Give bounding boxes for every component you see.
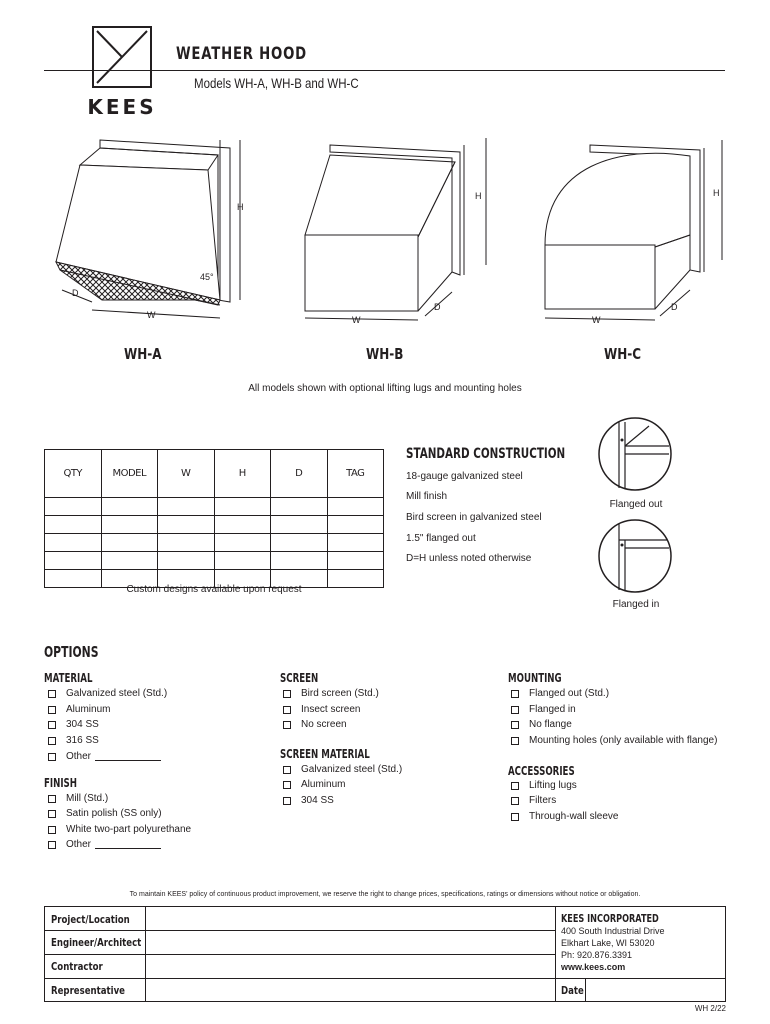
standard-construction-title: STANDARD CONSTRUCTION	[406, 446, 566, 462]
divider	[45, 954, 555, 955]
option-polyurethane[interactable]: White two-part polyurethane	[48, 824, 191, 835]
whb-w-label: W	[352, 315, 361, 325]
wha-h-label: H	[237, 202, 244, 212]
checkbox[interactable]	[283, 797, 291, 805]
checkbox[interactable]	[511, 813, 519, 821]
option-screen-aluminum[interactable]: Aluminum	[283, 779, 345, 790]
flanged-out-detail	[597, 416, 673, 492]
model-label-wha: WH-A	[124, 345, 162, 363]
option-mounting-holes[interactable]: Mounting holes (only available with flange)	[511, 735, 717, 746]
model-label-whc: WH-C	[604, 345, 642, 363]
option-through-wall-sleeve[interactable]: Through-wall sleeve	[511, 811, 619, 822]
models-note: All models shown with optional lifting lugs and mounting holes	[248, 383, 522, 394]
checkbox[interactable]	[48, 753, 56, 761]
option-304-ss[interactable]: 304 SS	[48, 719, 99, 730]
contractor-label: Contractor	[51, 960, 103, 973]
whc-drawing	[545, 140, 722, 320]
contractor-field[interactable]	[147, 956, 554, 977]
material-title: MATERIAL	[44, 671, 93, 685]
company-name: KEES INCORPORATED	[561, 912, 659, 925]
accessories-title: ACCESSORIES	[508, 764, 575, 778]
option-aluminum[interactable]: Aluminum	[48, 704, 110, 715]
checkbox[interactable]	[48, 737, 56, 745]
model-drawings	[40, 130, 740, 370]
other-blank[interactable]	[95, 753, 161, 761]
finish-title: FINISH	[44, 776, 78, 790]
custom-designs-note: Custom designs available upon request	[126, 584, 302, 595]
divider	[45, 978, 725, 979]
wha-angle-label: 45°	[200, 272, 214, 282]
option-flanged-in[interactable]: Flanged in	[511, 704, 576, 715]
col-w: W	[158, 450, 215, 498]
other-blank[interactable]	[95, 841, 161, 849]
checkbox[interactable]	[283, 721, 291, 729]
whc-d-label: D	[671, 302, 678, 312]
project-info-box	[44, 906, 726, 1002]
logo-text: KEES	[87, 95, 157, 119]
project-location-field[interactable]	[147, 908, 554, 929]
option-screen-galvanized[interactable]: Galvanized steel (Std.)	[283, 764, 402, 775]
whb-drawing	[305, 138, 486, 320]
wha-drawing	[56, 140, 240, 318]
checkbox[interactable]	[283, 766, 291, 774]
std-item: Bird screen in galvanized steel	[406, 512, 542, 523]
checkbox[interactable]	[511, 721, 519, 729]
checkbox[interactable]	[48, 706, 56, 714]
option-galvanized-steel[interactable]: Galvanized steel (Std.)	[48, 688, 167, 699]
table-row[interactable]	[45, 552, 384, 570]
order-table	[44, 449, 384, 588]
std-item: 18-gauge galvanized steel	[406, 471, 523, 482]
representative-label: Representative	[51, 984, 126, 997]
document-title: WEATHER HOOD	[176, 44, 307, 64]
table-row[interactable]	[45, 534, 384, 552]
col-qty: QTY	[45, 450, 102, 498]
checkbox[interactable]	[511, 797, 519, 805]
checkbox[interactable]	[511, 782, 519, 790]
project-location-label: Project/Location	[51, 913, 130, 926]
whb-h-label: H	[475, 191, 482, 201]
screen-material-title: SCREEN MATERIAL	[280, 747, 370, 761]
option-no-screen[interactable]: No screen	[283, 719, 347, 730]
table-row[interactable]	[45, 498, 384, 516]
checkbox[interactable]	[511, 737, 519, 745]
col-model: MODEL	[101, 450, 158, 498]
checkbox[interactable]	[48, 810, 56, 818]
option-mill[interactable]: Mill (Std.)	[48, 793, 108, 804]
option-insect-screen[interactable]: Insect screen	[283, 704, 360, 715]
checkbox[interactable]	[511, 690, 519, 698]
option-316-ss[interactable]: 316 SS	[48, 735, 99, 746]
flanged-in-detail	[597, 518, 673, 594]
checkbox[interactable]	[283, 706, 291, 714]
table-row[interactable]	[45, 516, 384, 534]
col-tag: TAG	[327, 450, 384, 498]
checkbox[interactable]	[283, 781, 291, 789]
company-address-1: 400 South Industrial Drive	[561, 926, 665, 936]
whb-d-label: D	[434, 302, 441, 312]
model-label-whb: WH-B	[366, 345, 404, 363]
option-flanged-out[interactable]: Flanged out (Std.)	[511, 688, 609, 699]
checkbox[interactable]	[48, 826, 56, 834]
date-label: Date	[561, 984, 584, 997]
checkbox[interactable]	[48, 721, 56, 729]
whc-w-label: W	[592, 315, 601, 325]
flanged-in-label: Flanged in	[612, 599, 660, 610]
option-screen-304-ss[interactable]: 304 SS	[283, 795, 334, 806]
option-lifting-lugs[interactable]: Lifting lugs	[511, 780, 577, 791]
engineer-architect-field[interactable]	[147, 932, 554, 953]
screen-title: SCREEN	[280, 671, 319, 685]
std-item: D=H unless noted otherwise	[406, 553, 532, 564]
std-item: 1.5" flanged out	[406, 533, 476, 544]
divider	[555, 907, 556, 1001]
col-h: H	[214, 450, 271, 498]
checkbox[interactable]	[48, 841, 56, 849]
checkbox[interactable]	[48, 795, 56, 803]
option-filters[interactable]: Filters	[511, 795, 556, 806]
checkbox[interactable]	[48, 690, 56, 698]
checkbox[interactable]	[283, 690, 291, 698]
policy-note: To maintain KEES' policy of continuous product improvement, we reserve the right to change prices, specifications, ratings or dimensions without notice or obligation.	[129, 891, 641, 898]
divider	[585, 978, 586, 1001]
engineer-architect-label: Engineer/Architect	[51, 936, 142, 949]
document-subtitle: Models WH-A, WH-B and WH-C	[194, 75, 359, 91]
flanged-out-label: Flanged out	[609, 499, 663, 510]
table-header-row	[45, 450, 384, 498]
company-website: www.kees.com	[561, 962, 626, 972]
options-title: OPTIONS	[44, 643, 99, 661]
wha-w-label: W	[147, 310, 156, 320]
company-phone: Ph: 920.876.3391	[561, 950, 633, 960]
mounting-title: MOUNTING	[508, 671, 562, 685]
std-item: Mill finish	[406, 491, 448, 502]
company-address-2: Elkhart Lake, WI 53020	[561, 938, 655, 948]
option-bird-screen[interactable]: Bird screen (Std.)	[283, 688, 379, 699]
option-material-other[interactable]: Other	[48, 751, 161, 762]
header-rule	[44, 70, 725, 71]
option-finish-other[interactable]: Other	[48, 839, 161, 850]
date-field[interactable]	[587, 980, 724, 1001]
document-code: WH 2/22	[694, 1004, 726, 1013]
checkbox[interactable]	[511, 706, 519, 714]
kees-logo	[87, 26, 157, 121]
whc-h-label: H	[713, 188, 720, 198]
option-satin-polish[interactable]: Satin polish (SS only)	[48, 808, 162, 819]
representative-field[interactable]	[147, 980, 554, 1001]
divider	[45, 930, 555, 931]
col-d: D	[271, 450, 328, 498]
option-no-flange[interactable]: No flange	[511, 719, 572, 730]
wha-d-label: D	[72, 288, 79, 298]
